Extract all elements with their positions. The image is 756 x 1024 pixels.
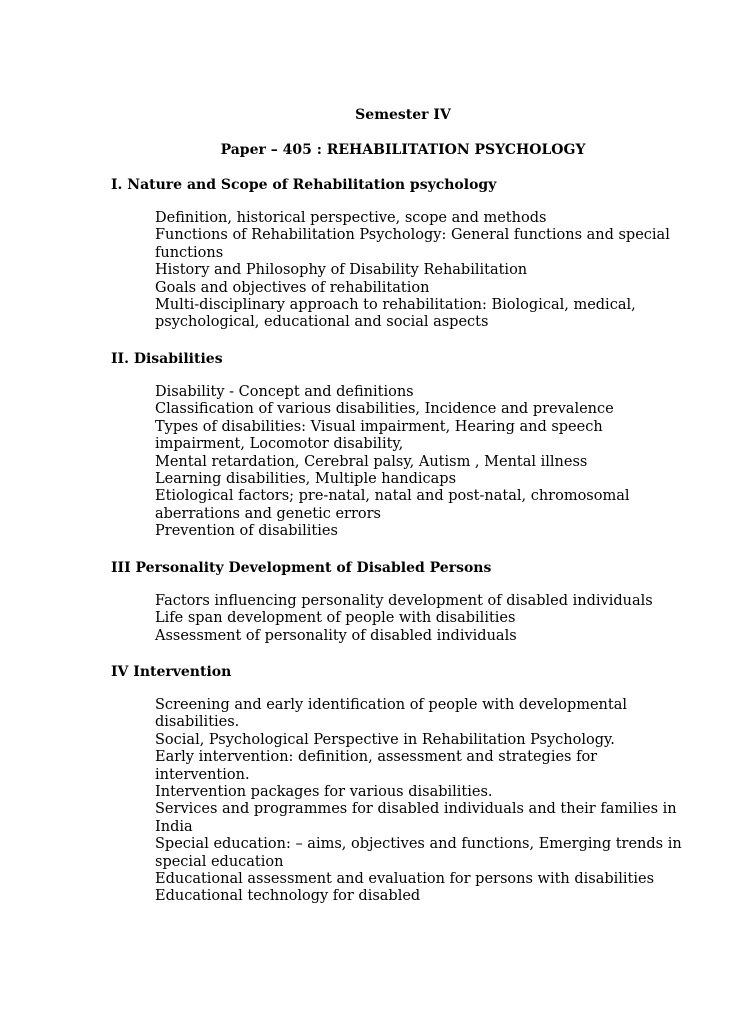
- section-item: disabilities.: [155, 714, 240, 731]
- section-item-list: [155, 697, 695, 906]
- section-item-list: [155, 593, 695, 645]
- section-item: Educational technology for disabled: [155, 888, 421, 905]
- section-item: Definition, historical perspective, scope and methods: [155, 210, 547, 226]
- section-item: Factors influencing personality development of disabled individuals: [155, 593, 653, 609]
- section-item: Multi-disciplinary approach to rehabilitation: Biological, medical,: [155, 297, 636, 314]
- section-item: Etiological factors; pre-natal, natal and post-natal, chromosomal: [155, 488, 630, 505]
- section-personality-development: [111, 558, 711, 645]
- section-item: impairment, Locomotor disability,: [155, 436, 404, 453]
- paper-title: Paper – 405 : REHABILITATION PSYCHOLOGY: [220, 142, 586, 158]
- section-item: special education: [155, 853, 284, 870]
- section-item: intervention.: [155, 766, 250, 783]
- section-item: Prevention of disabilities: [155, 523, 338, 540]
- section-heading: III Personality Development of Disabled Persons: [111, 560, 492, 576]
- section-item: Learning disabilities, Multiple handicaps: [155, 471, 457, 488]
- section-item: Life span development of people with disabilities: [155, 610, 516, 627]
- section-item: functions: [155, 244, 224, 261]
- section-item: Intervention packages for various disabilities.: [155, 784, 493, 801]
- section-item: Social, Psychological Perspective in Rehabilitation Psychology.: [155, 731, 615, 748]
- section-nature-and-scope: [111, 175, 711, 332]
- section-item: Educational assessment and evaluation for persons with disabilities: [155, 871, 655, 888]
- section-heading: I. Nature and Scope of Rehabilitation psychology: [111, 177, 497, 193]
- section-item-list: [155, 384, 695, 541]
- section-item: psychological, educational and social aspects: [155, 314, 489, 331]
- section-item: Goals and objectives of rehabilitation: [155, 279, 430, 296]
- section-item: Services and programmes for disabled individuals and their families in: [155, 801, 677, 818]
- section-item: Functions of Rehabilitation Psychology: General functions and special: [155, 227, 670, 244]
- section-item: Assessment of personality of disabled individuals: [155, 627, 517, 644]
- section-item: Types of disabilities: Visual impairment, Hearing and speech: [155, 418, 603, 435]
- section-item: Screening and early identification of people with developmental: [155, 697, 628, 713]
- section-item: History and Philosophy of Disability Rehabilitation: [155, 262, 528, 279]
- section-heading: II. Disabilities: [111, 351, 223, 367]
- semester-heading: Semester IV: [355, 107, 451, 123]
- section-item: Classification of various disabilities, Incidence and prevalence: [155, 401, 614, 418]
- section-item: aberrations and genetic errors: [155, 505, 381, 522]
- section-item-list: [155, 210, 695, 332]
- section-intervention: [111, 662, 711, 906]
- section-item: Special education: – aims, objectives and functions, Emerging trends in: [155, 836, 682, 853]
- section-heading: IV Intervention: [111, 664, 232, 680]
- section-item: Early intervention: definition, assessment and strategies for: [155, 749, 598, 766]
- section-item: Disability - Concept and definitions: [155, 384, 414, 400]
- section-item: India: [155, 818, 193, 835]
- section-disabilities: [111, 349, 711, 541]
- section-item: Mental retardation, Cerebral palsy, Autism , Mental illness: [155, 453, 588, 470]
